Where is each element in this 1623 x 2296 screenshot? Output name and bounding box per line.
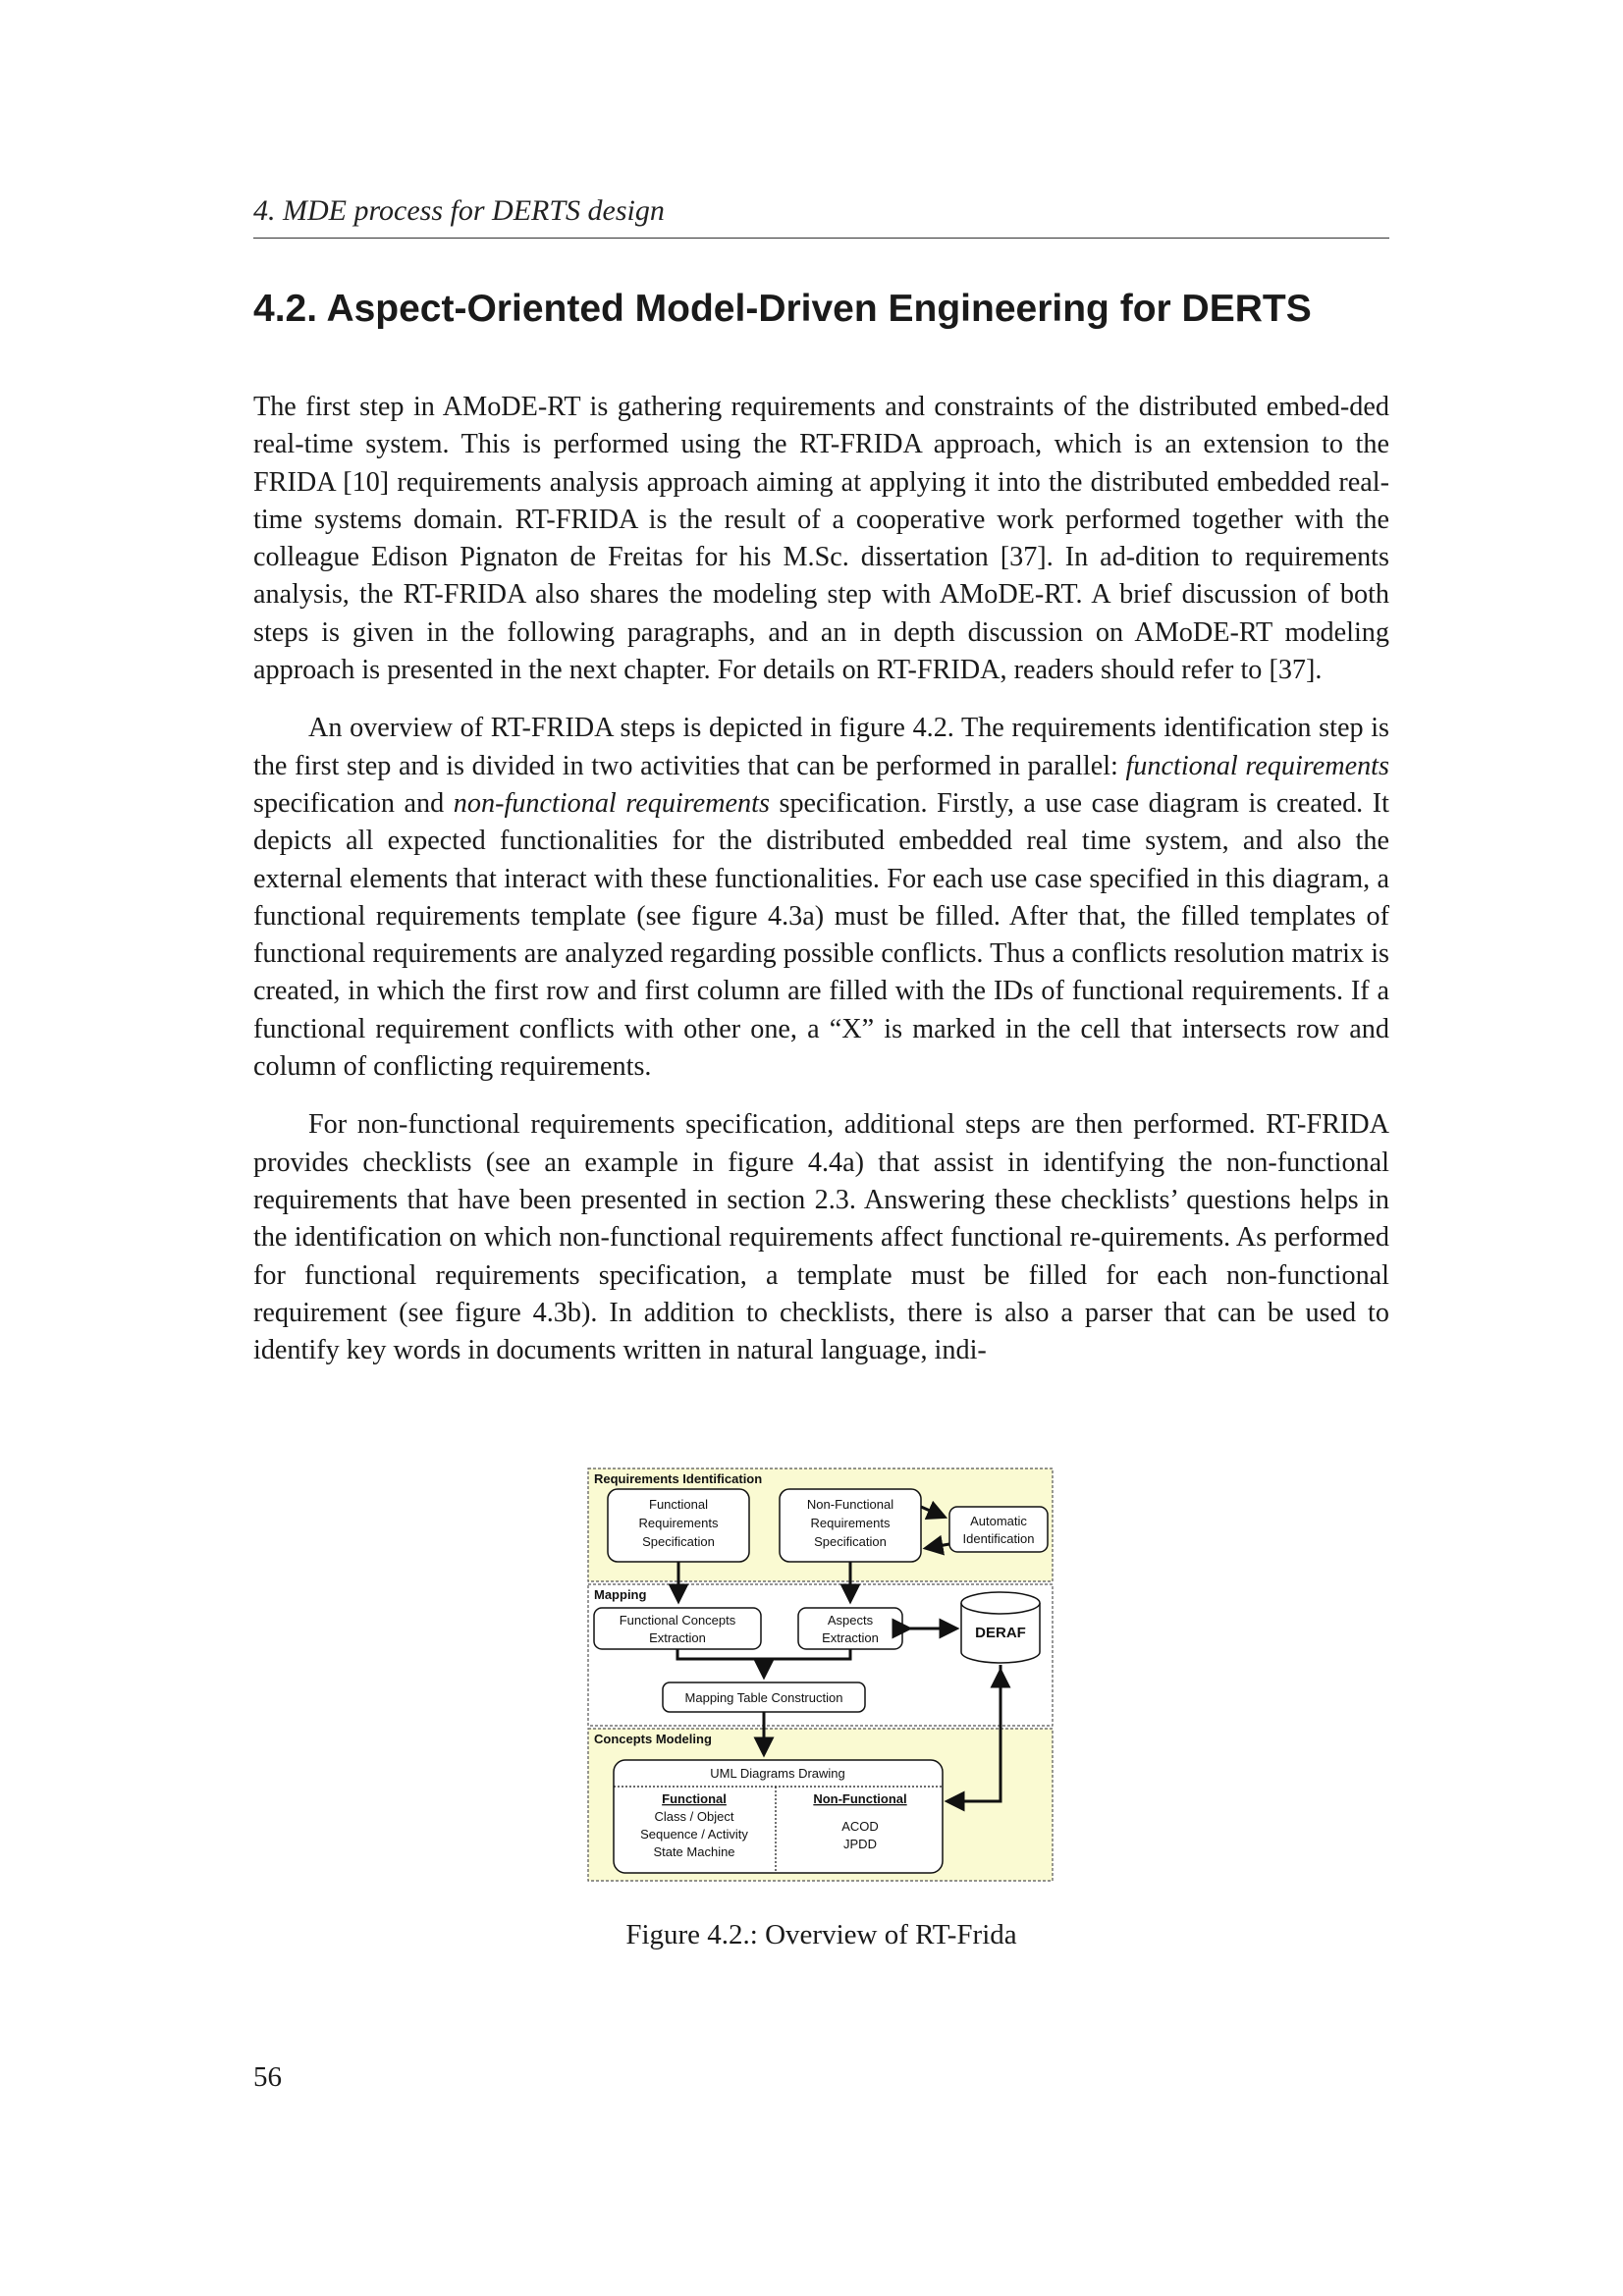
box-nonfunctional-requirements-line1: Non-Functional	[806, 1497, 894, 1512]
uml-functional-item-3: State Machine	[653, 1844, 735, 1859]
box-aspects-line2: Extraction	[822, 1630, 879, 1645]
header-rule	[253, 238, 1389, 239]
paragraph-2-emphasis-nonfunctional: non-functional requirements	[453, 787, 770, 819]
uml-nonfunctional-heading: Non-Functional	[813, 1791, 907, 1806]
page-number: 56	[253, 2061, 282, 2093]
box-mapping-table-label: Mapping Table Construction	[684, 1690, 843, 1705]
box-aspects-line1: Aspects	[827, 1613, 874, 1628]
paragraph-2-part-c: specification. Firstly, a use case diagram is created. It depicts all expected functionalities for the distributed embedded real time system, and also the external elements that interact with these functionalities. For each use case specified in this diagram, a functional requirements template (see figure 4.3a) must be filled. After that, the filled templates of functional requirements are analyzed regarding possible conflicts. Thus a conflicts resolution matrix is created, in which the first row and first column are filled with the IDs of functional requirements. If a functional requirement conflicts with other one, a “X” is marked in the cell that intersects row and column of conflicting requirements.	[253, 787, 1389, 1083]
box-automatic-identification-line2: Identification	[962, 1531, 1035, 1546]
uml-nonfunctional-item-1: ACOD	[841, 1819, 879, 1834]
paragraph-2-part-b: specification and	[253, 787, 454, 819]
body-text	[253, 389, 1389, 1390]
box-functional-requirements-line2: Requirements	[638, 1516, 719, 1530]
paragraph-3: For non-functional requirements specification, additional steps are then performed. RT-FRIDA provides checklists (see an example in figure 4.4a) that assist in identifying the non-functional requirements that have been presented in section 2.3. Answering these checklists’ questions helps in the identification on which non-functional requirements affect functional re-quirements. As performed for functional requirements specification, a template must be filled for each non-functional requirement (see figure 4.3b). In addition to checklists, there is also a parser that can be used to identify key words in documents written in natural language, indi-	[253, 1109, 1389, 1366]
box-nonfunctional-requirements-line3: Specification	[814, 1534, 887, 1549]
box-functional-requirements-line1: Functional	[649, 1497, 708, 1512]
paragraph-2	[253, 710, 1389, 1086]
group-label-modeling: Concepts Modeling	[594, 1732, 712, 1746]
deraf-label: DERAF	[975, 1625, 1026, 1641]
uml-nonfunctional-item-2: JPDD	[843, 1837, 877, 1851]
box-functional-concepts-line1: Functional Concepts	[619, 1613, 736, 1628]
box-functional-concepts-line2: Extraction	[649, 1630, 706, 1645]
running-header: 4. MDE process for DERTS design	[253, 194, 665, 227]
figure-rt-frida-overview	[586, 1466, 1055, 1884]
deraf-repository	[961, 1592, 1040, 1663]
paragraph-2-emphasis-functional: functional requirements	[1125, 750, 1389, 781]
figure-caption: Figure 4.2.: Overview of RT-Frida	[625, 1919, 1017, 1950]
uml-functional-item-2: Sequence / Activity	[640, 1827, 748, 1842]
uml-functional-heading: Functional	[662, 1791, 727, 1806]
uml-functional-item-1: Class / Object	[654, 1809, 734, 1824]
paragraph-1: The first step in AMoDE-RT is gathering requirements and constraints of the distributed embed-ded real-time system. This is performed using the RT-FRIDA approach, which is an extension to the FRIDA [10] requirements analysis approach aiming at applying it into the distributed embedded real-time systems domain. RT-FRIDA is the result of a cooperative work performed together with the colleague Edison Pignaton de Freitas for his M.Sc. dissertation [37]. In ad-dition to requirements analysis, the RT-FRIDA also shares the modeling step with AMoDE-RT. A brief discussion of both steps is given in the following paragraphs, and an in depth discussion on AMoDE-RT modeling approach is presented in the next chapter. For details on RT-FRIDA, readers should refer to [37].	[253, 392, 1389, 686]
rt-frida-diagram	[586, 1466, 1055, 1884]
box-automatic-identification-line1: Automatic	[970, 1514, 1027, 1528]
group-label-requirements: Requirements Identification	[594, 1471, 763, 1486]
paragraph-2-part-a: An overview of RT-FRIDA steps is depicted in figure 4.2. The requirements identification step is the first step and is divided in two activities that can be performed in parallel:	[253, 713, 1389, 781]
box-nonfunctional-requirements-line2: Requirements	[810, 1516, 891, 1530]
group-label-mapping: Mapping	[594, 1587, 647, 1602]
box-functional-requirements-line3: Specification	[642, 1534, 715, 1549]
box-uml-title: UML Diagrams Drawing	[710, 1766, 845, 1781]
section-title: 4.2. Aspect-Oriented Model-Driven Engineering for DERTS	[253, 288, 1312, 330]
